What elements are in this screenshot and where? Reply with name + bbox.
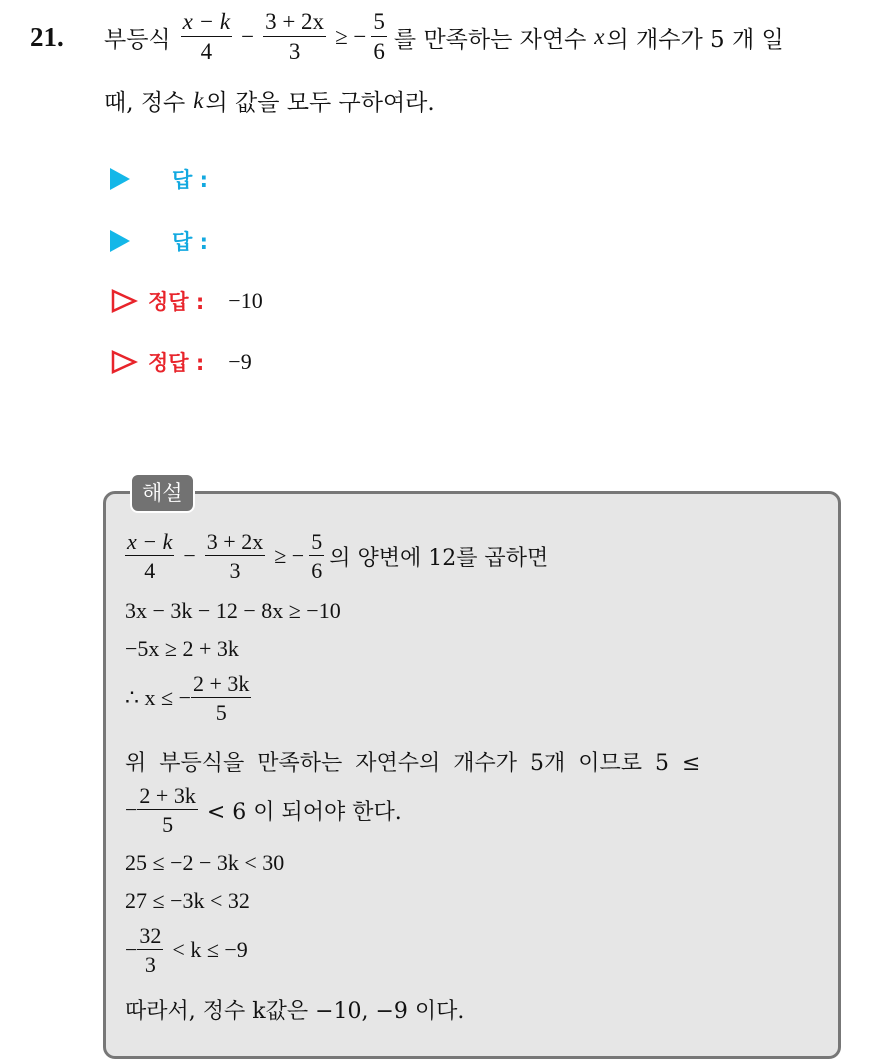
numerator: 2 + 3k (137, 784, 197, 810)
outline-triangle-icon (110, 288, 138, 314)
correct-value-1: −10 (228, 288, 263, 313)
fraction-3-numerator: 5 (371, 10, 387, 37)
fraction-1-numerator: x − k (181, 10, 232, 37)
correct-value-2: −9 (228, 349, 252, 374)
fraction-2 (263, 10, 326, 64)
variable-x: x (594, 24, 605, 50)
minus-sign: − (183, 543, 196, 569)
solution-line-1 (125, 530, 548, 582)
solution-line-2: 3x − 3k − 12 − 8x ≥ −10 (125, 598, 341, 623)
fraction-1-denominator: 4 (200, 39, 213, 65)
numerator: 2 + 3k (191, 672, 251, 698)
fraction-2-numerator: 3 + 2x (263, 10, 326, 37)
solution-tag: 해설 (130, 473, 195, 513)
solution-line-7: 25 ≤ −2 − 3k < 30 (125, 850, 285, 875)
question-line2-suffix: 의 값을 모두 구하여라. (205, 90, 435, 116)
solution-line-5: 위 부등식을 만족하는 자연수의 개수가 5개 이므로 5 ≤ (125, 751, 701, 776)
fraction-1 (181, 10, 232, 64)
correct-answer-2 (110, 347, 252, 377)
play-arrow-icon (110, 230, 130, 252)
solution-fraction-1 (125, 530, 174, 582)
correct-label-1: 정답 : (148, 290, 205, 314)
minus-sign: − (125, 937, 138, 963)
denominator: 3 (144, 952, 156, 978)
correct-label-2: 정답 : (148, 351, 205, 375)
numerator: 3 + 2x (205, 530, 265, 556)
numerator: x − k (125, 530, 174, 556)
question-text-suffix: 의 개수가 5 개 일 (606, 26, 784, 53)
inequality-sign: ≥ − (335, 24, 367, 50)
denominator: 6 (311, 558, 323, 584)
numerator: 5 (309, 530, 324, 556)
solution-text: < 6 이 되어야 한다. (206, 799, 402, 825)
answer-blank-1 (110, 164, 208, 194)
minus-sign: − (241, 24, 255, 50)
question-number: 21. (30, 22, 64, 52)
denominator: 5 (215, 700, 227, 726)
question-line2-prefix: 때, 정수 (104, 90, 186, 116)
solution-text: < k ≤ −9 (172, 937, 248, 963)
solution-fraction-3 (309, 530, 324, 582)
numerator: 32 (137, 924, 163, 950)
minus-sign: − (125, 797, 138, 823)
solution-line-8: 27 ≤ −3k < 32 (125, 888, 250, 913)
answer-label-2: 답 : (172, 230, 208, 254)
solution-line-10: 따라서, 정수 k값은 −10, −9 이다. (125, 999, 465, 1024)
solution-fraction-9 (137, 924, 163, 976)
denominator: 4 (144, 558, 156, 584)
solution-fraction-4 (191, 672, 251, 724)
play-arrow-icon (110, 168, 130, 190)
question-text-mid: 를 만족하는 자연수 (393, 26, 587, 53)
fraction-3-denominator: 6 (373, 39, 385, 65)
denominator: 3 (229, 558, 241, 584)
correct-answer-1 (110, 286, 263, 316)
answer-blank-2 (110, 226, 208, 256)
question-prefix: 부등식 (104, 26, 171, 53)
denominator: 5 (162, 812, 174, 838)
solution-line-3: −5x ≥ 2 + 3k (125, 636, 239, 661)
solution-fraction-6 (137, 784, 197, 836)
answer-label-1: 답 : (172, 168, 208, 192)
solution-line-9 (125, 924, 248, 976)
solution-line-4 (125, 672, 254, 724)
solution-line-6 (125, 784, 402, 836)
question-line-1 (104, 10, 784, 64)
variable-k: k (193, 87, 204, 113)
solution-fraction-2 (205, 530, 265, 582)
outline-triangle-icon (110, 349, 138, 375)
solution-text: 의 양변에 12를 곱하면 (329, 545, 549, 571)
therefore-text: ∴ x ≤ − (125, 685, 191, 711)
fraction-3 (371, 10, 387, 64)
fraction-2-denominator: 3 (288, 39, 301, 65)
inequality-sign: ≥ − (274, 543, 305, 569)
question-line-2 (104, 84, 435, 117)
